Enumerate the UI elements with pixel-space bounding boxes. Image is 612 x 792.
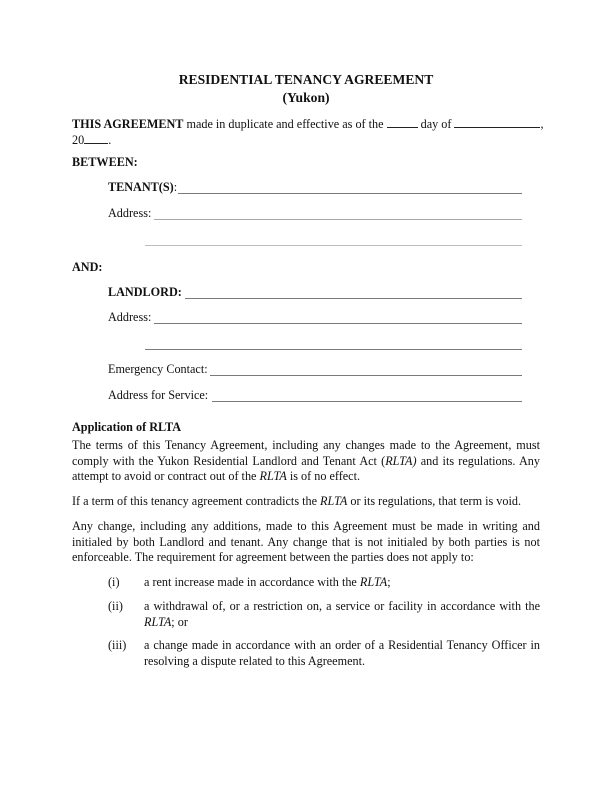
text: ; or bbox=[171, 614, 188, 629]
month-blank-field[interactable] bbox=[454, 116, 540, 128]
intro-bold-lead: THIS AGREEMENT bbox=[72, 117, 184, 131]
tenant-label-text: TENANT(S) bbox=[108, 180, 174, 194]
list-item-line bbox=[144, 615, 540, 631]
text: attempt to avoid or contract out of the bbox=[72, 469, 260, 483]
text: or its regulations, that term is void. bbox=[347, 494, 521, 508]
list-item bbox=[144, 575, 540, 591]
emergency-contact-label: Emergency Contact: bbox=[108, 362, 208, 376]
tenant-label bbox=[108, 180, 177, 195]
landlord-address-label: Address: bbox=[108, 310, 152, 324]
list-item-number: (iii) bbox=[108, 638, 127, 652]
year-suffix: . bbox=[108, 133, 112, 147]
paragraph-contradiction bbox=[72, 494, 521, 509]
day-blank-field[interactable] bbox=[387, 116, 418, 128]
rlta-italic: RLTA bbox=[320, 494, 348, 508]
rlta-italic: RLTA bbox=[144, 614, 172, 629]
text: ; bbox=[387, 575, 391, 589]
paragraph-line: Any change, including any additions, made to this Agreement must be made in writing and bbox=[72, 519, 540, 533]
list-item bbox=[144, 599, 540, 630]
list-item-number: (ii) bbox=[108, 599, 123, 613]
tenant-address-label: Address: bbox=[108, 206, 152, 220]
list-item-line: a withdrawal of, or a restriction on, a service or facility in accordance with the bbox=[144, 599, 540, 613]
tenant-address-field-1[interactable] bbox=[154, 219, 522, 220]
intro-text: made in duplicate and effective as of the bbox=[183, 117, 387, 131]
text: If a term of this tenancy agreement contradicts the bbox=[72, 494, 321, 508]
landlord-address-field-1[interactable] bbox=[154, 323, 522, 324]
emergency-contact-field[interactable] bbox=[210, 375, 522, 376]
year-blank-field[interactable] bbox=[84, 132, 108, 144]
paragraph-line bbox=[72, 454, 540, 470]
rlta-italic: RLTA) bbox=[385, 453, 417, 468]
paragraph-line: initialed by both Landlord and tenant. Any change that is not initialed by both parties is not bbox=[72, 534, 540, 549]
list-item-number: (i) bbox=[108, 575, 120, 589]
address-for-service-field[interactable] bbox=[212, 401, 522, 402]
address-for-service-label: Address for Service: bbox=[108, 388, 209, 402]
tenant-name-field[interactable] bbox=[178, 193, 522, 194]
landlord-address-field-2[interactable] bbox=[145, 349, 522, 350]
section-heading: Application of RLTA bbox=[72, 420, 182, 434]
between-label: BETWEEN: bbox=[72, 155, 138, 169]
rlta-italic: RLTA bbox=[259, 469, 287, 483]
intro-comma: , bbox=[540, 117, 544, 131]
text: and its regulations. Any bbox=[416, 453, 540, 468]
document-title: RESIDENTIAL TENANCY AGREEMENT bbox=[178, 72, 434, 87]
intro-text-day-of: day of bbox=[417, 117, 455, 131]
intro-line bbox=[72, 116, 544, 132]
list-item-line bbox=[144, 575, 540, 591]
paragraph-line bbox=[72, 469, 540, 485]
year-line bbox=[72, 132, 111, 148]
text: comply with the Yukon Residential Landlord and Tenant Act ( bbox=[72, 453, 386, 468]
year-prefix: 20 bbox=[72, 133, 85, 147]
paragraph-changes bbox=[72, 519, 540, 566]
paragraph-line: The terms of this Tenancy Agreement, including any changes made to the Agreement, must bbox=[72, 438, 540, 452]
tenant-colon: : bbox=[173, 180, 178, 194]
document-subtitle: (Yukon) bbox=[282, 90, 330, 105]
rlta-italic: RLTA bbox=[359, 575, 388, 589]
text: a rent increase made in accordance with the bbox=[144, 575, 360, 589]
text: is of no effect. bbox=[286, 469, 361, 483]
landlord-name-field[interactable] bbox=[185, 298, 522, 299]
list-item-line: resolving a dispute related to this Agreement. bbox=[144, 653, 366, 668]
list-item-line: a change made in accordance with an order of a Residential Tenancy Officer in bbox=[144, 638, 540, 652]
paragraph-rlta-terms bbox=[72, 438, 540, 485]
and-label: AND: bbox=[72, 260, 103, 274]
list-item bbox=[144, 638, 540, 669]
tenant-address-field-2[interactable] bbox=[145, 245, 522, 246]
paragraph-line: enforceable. The requirement for agreement between the parties does not apply to: bbox=[72, 550, 474, 564]
landlord-label: LANDLORD: bbox=[108, 285, 182, 299]
